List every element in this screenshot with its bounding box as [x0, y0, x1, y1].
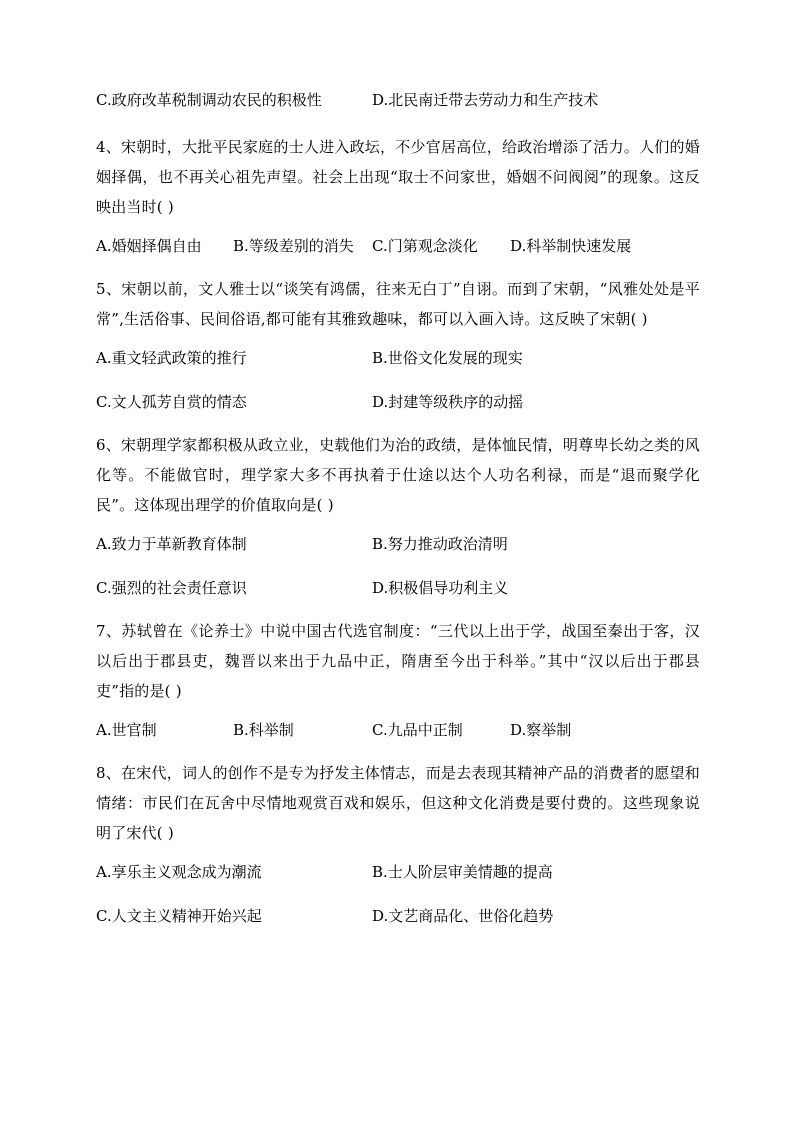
q3-option-d: D.北民南迁带去劳动力和生产技术 [372, 91, 599, 109]
q4-option-a: A.婚姻择偶自由 [96, 237, 202, 255]
q7-option-d: D.察举制 [510, 721, 572, 739]
question-8 [96, 758, 700, 930]
q6-option-b: B.努力推动政治清明 [372, 535, 508, 553]
q4-options [96, 232, 700, 260]
q4-option-d: D.科举制快速发展 [510, 237, 632, 255]
q5-options-row-2 [96, 388, 700, 416]
q3-option-c: C.政府改革税制调动农民的积极性 [96, 91, 322, 109]
q3-options-row [96, 86, 700, 114]
q5-option-d: D.封建等级秩序的动摇 [372, 393, 524, 411]
question-6 [96, 430, 700, 602]
q8-option-c: C.人文主义精神开始兴起 [96, 907, 262, 925]
q6-stem: 6、宋朝理学家都积极从政立业，史载他们为治的政绩，是体恤民情，明尊卑长幼之类的风化等。不能做官时，理学家大多不再执着于仕途以达个人功名利禄，而是“退而聚学化民”。这体现出理学的价值取向是( ) [96, 436, 700, 514]
q5-options [96, 344, 700, 416]
q5-option-b: B.世俗文化发展的现实 [372, 349, 523, 367]
q8-option-b: B.士人阶层审美情趣的提高 [372, 863, 553, 881]
q6-option-a: A.致力于革新教育体制 [96, 535, 247, 553]
q4-option-b: B.等级差别的消失 [233, 237, 354, 255]
q6-option-d: D.积极倡导功利主义 [372, 579, 509, 597]
q4-stem: 4、宋朝时，大批平民家庭的士人进入政坛，不少官居高位，给政治增添了活力。人们的婚姻择偶，也不再关心祖先声望。社会上出现“取士不问家世，婚姻不问阀阅”的现象。这反映出当时( ) [96, 138, 700, 216]
q7-option-a: A.世官制 [96, 721, 157, 739]
q6-options [96, 530, 700, 602]
q7-options [96, 716, 700, 744]
question-7 [96, 616, 700, 744]
q7-options-row [96, 716, 700, 744]
q8-option-d: D.文艺商品化、世俗化趋势 [372, 907, 554, 925]
question-5 [96, 274, 700, 416]
q8-stem: 8、在宋代，词人的创作不是专为抒发主体情志，而是去表现其精神产品的消费者的愿望和情绪：市民们在瓦舍中尽情地观赏百戏和娱乐，但这种文化消费是要付费的。这些现象说明了宋代( ) [96, 764, 700, 842]
q6-options-row-1 [96, 530, 700, 558]
q4-options-row [96, 232, 700, 260]
q7-option-c: C.九品中正制 [372, 721, 463, 739]
question-4 [96, 132, 700, 260]
q7-stem: 7、苏轼曾在《论养士》中说中国古代选官制度：“三代以上出于学，战国至秦出于客，汉以后出于郡县吏，魏晋以来出于九品中正，隋唐至今出于科举。”其中“汉以后出于郡县吏”指的是( ) [96, 622, 700, 700]
q7-option-b: B.科举制 [233, 721, 294, 739]
q8-options-row-2 [96, 902, 700, 930]
q6-option-c: C.强烈的社会责任意识 [96, 579, 247, 597]
q8-options [96, 858, 700, 930]
q5-stem: 5、宋朝以前，文人雅士以“谈笑有鸿儒，往来无白丁”自诩。而到了宋朝，“风雅处处是平常”,生活俗事、民间俗语,都可能有其雅致趣味，都可以入画入诗。这反映了宋朝( ) [96, 280, 700, 328]
q8-option-a: A.享乐主义观念成为潮流 [96, 863, 262, 881]
exam-page [96, 86, 700, 930]
q6-options-row-2 [96, 574, 700, 602]
q5-option-a: A.重文轻武政策的推行 [96, 349, 247, 367]
q5-options-row-1 [96, 344, 700, 372]
q5-option-c: C.文人孤芳自赏的情态 [96, 393, 247, 411]
q8-options-row-1 [96, 858, 700, 886]
q4-option-c: C.门第观念淡化 [372, 237, 478, 255]
